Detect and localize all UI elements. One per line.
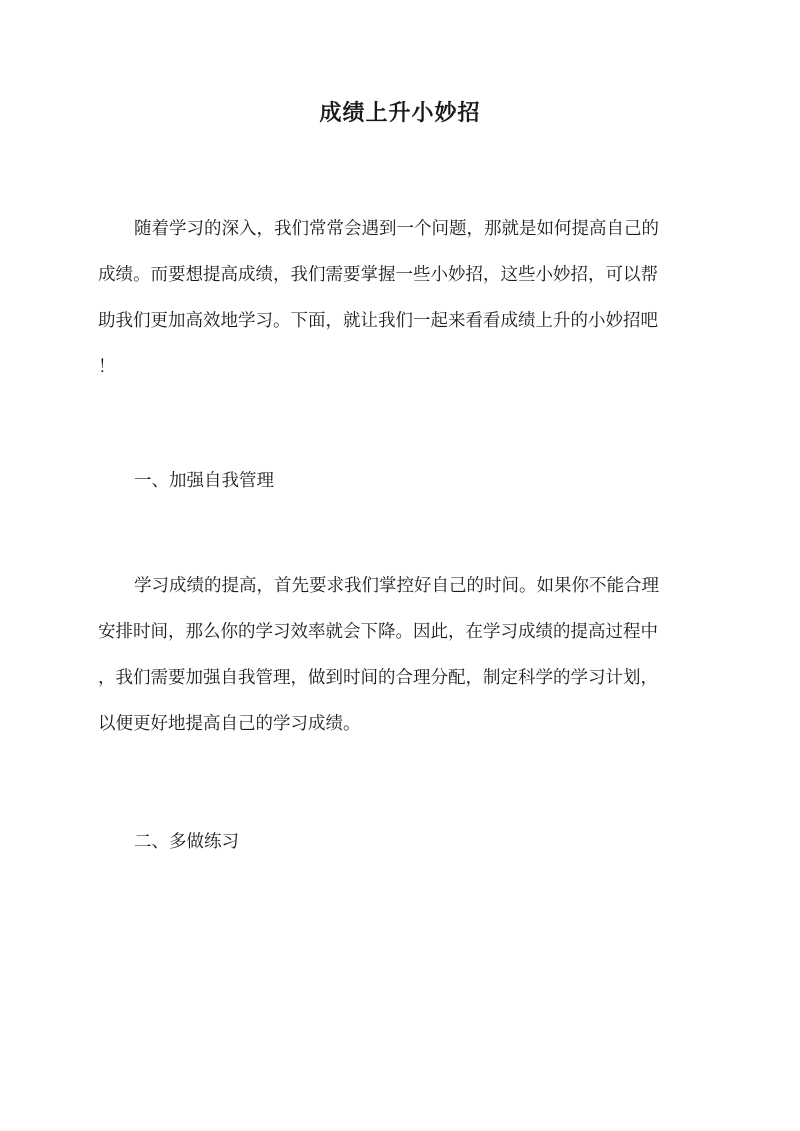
paragraph-line: ，我们需要加强自我管理，做到时间的合理分配，制定科学的学习计划， xyxy=(98,668,658,688)
paragraph-line: 学习成绩的提高，首先要求我们掌控好自己的时间。如果你不能合理 xyxy=(134,576,659,596)
section-heading-text: 二、多做练习 xyxy=(134,832,239,852)
paragraph-line: 以便更好地提高自己的学习成绩。 xyxy=(98,714,361,734)
document-title: 成绩上升小妙招 xyxy=(319,100,481,126)
paragraph-line: 助我们更加高效地学习。下面，就让我们一起来看看成绩上升的小妙招吧 xyxy=(98,311,658,331)
paragraph-line: 随着学习的深入，我们常常会遇到一个问题，那就是如何提高自己的 xyxy=(134,219,659,239)
section-heading-1 xyxy=(98,458,702,504)
section-heading-2 xyxy=(98,819,702,865)
paragraph-line: ！ xyxy=(98,357,116,377)
section-1-paragraph xyxy=(98,563,702,747)
intro-paragraph xyxy=(98,206,702,390)
paragraph-line: 安排时间，那么你的学习效率就会下降。因此，在学习成绩的提高过程中 xyxy=(98,622,658,642)
section-heading-text: 一、加强自我管理 xyxy=(134,471,274,491)
paragraph-line: 成绩。而要想提高成绩，我们需要掌握一些小妙招，这些小妙招，可以帮 xyxy=(98,265,658,285)
